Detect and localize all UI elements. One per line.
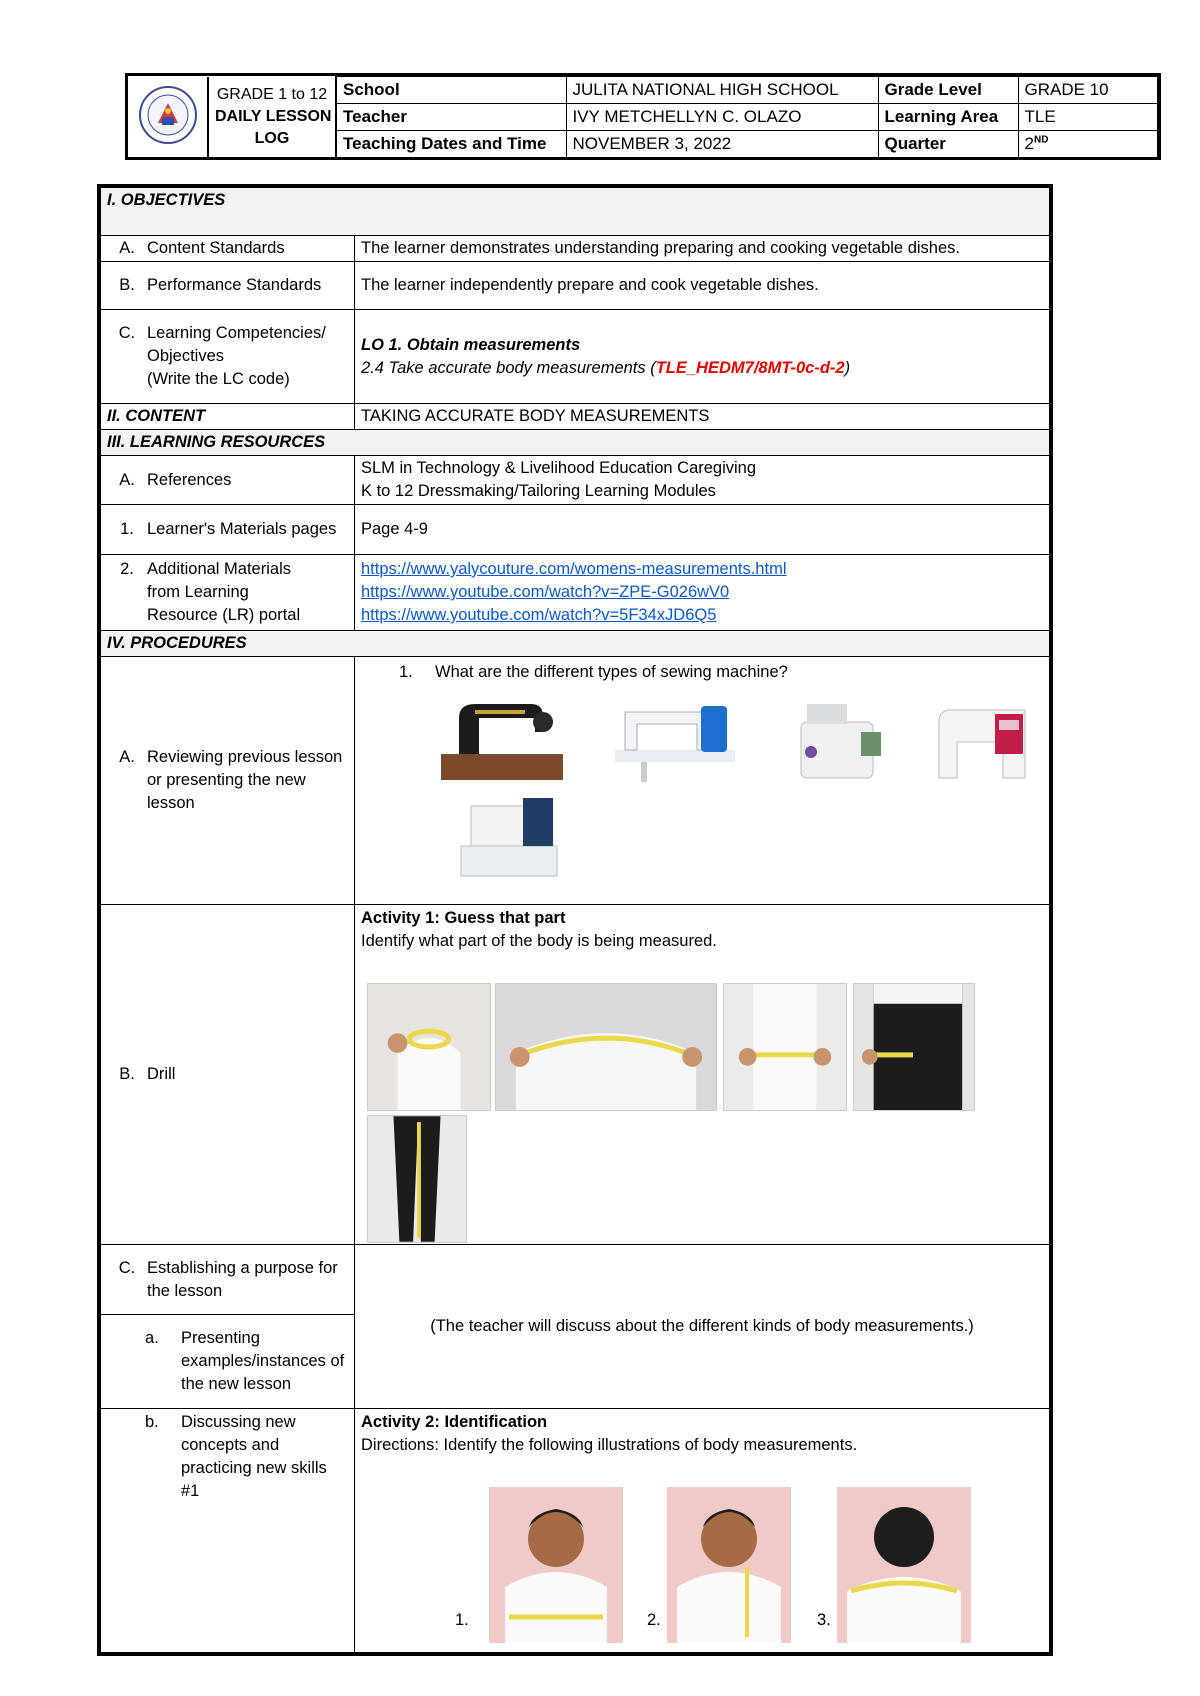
shoulder-measurement-image	[495, 983, 717, 1111]
back-measurement-photo	[837, 1487, 971, 1643]
learning-area-label: Learning Area	[878, 104, 1018, 131]
content-heading: II. CONTENT	[101, 404, 355, 430]
link-youtube-2[interactable]: https://www.youtube.com/watch?v=5F34xJD6Q5	[361, 606, 717, 624]
photo-label-2: 2.	[647, 1611, 661, 1629]
seal-icon	[138, 85, 198, 145]
quarter-value: 2ND	[1018, 131, 1158, 158]
school-value: JULITA NATIONAL HIGH SCHOOL	[566, 77, 878, 104]
content-standards-label: A. Content Standards	[101, 236, 355, 262]
learning-competencies-label: C. Learning Competencies/ Objectives (Write the LC code)	[101, 310, 355, 404]
header-table	[125, 73, 1161, 160]
additional-materials-label: 2. Additional Materials from Learning Resource (LR) portal	[101, 555, 355, 631]
discussing-concepts-content: Activity 2: Identification Directions: Identify the following illustrations of body measurements. 1. 2. 3.	[355, 1409, 1050, 1653]
inseam-measurement-image	[367, 1115, 467, 1243]
content-standards-value: The learner demonstrates understanding preparing and cooking vegetable dishes.	[355, 236, 1050, 262]
photo-label-3: 3.	[817, 1611, 831, 1629]
photo-label-1: 1.	[455, 1611, 469, 1629]
grade-level-label: Grade Level	[878, 77, 1018, 104]
resources-heading: III. LEARNING RESOURCES	[101, 430, 1050, 456]
grade-level-value: GRADE 10	[1018, 77, 1158, 104]
procedures-heading: IV. PROCEDURES	[101, 631, 1050, 657]
bust-point-measurement-photo	[667, 1487, 791, 1643]
performance-standards-label: B. Performance Standards	[101, 262, 355, 310]
learning-area-value: TLE	[1018, 104, 1158, 131]
teacher-label: Teacher	[336, 104, 566, 131]
link-youtube-1[interactable]: https://www.youtube.com/watch?v=ZPE-G026wV0	[361, 583, 730, 601]
establishing-purpose-label: C. Establishing a purpose for the lesson	[101, 1245, 355, 1315]
bartack-machine-image	[453, 788, 565, 884]
hip-measurement-image	[853, 983, 975, 1111]
neck-measurement-image	[367, 983, 491, 1111]
learners-materials-label: 1. Learner's Materials pages	[101, 505, 355, 555]
computerized-sewing-machine-image	[933, 692, 1033, 784]
content-value: TAKING ACCURATE BODY MEASUREMENTS	[355, 404, 1050, 430]
deped-seal-logo	[128, 77, 208, 158]
teacher-value: IVY METCHELLYN C. OLAZO	[566, 104, 878, 131]
dates-value: NOVEMBER 3, 2022	[566, 131, 878, 158]
link-yalycouture[interactable]: https://www.yalycouture.com/womens-measurements.html	[361, 560, 787, 578]
reviewing-label: A. Reviewing previous lesson or presenting the new lesson	[101, 657, 355, 905]
dates-label: Teaching Dates and Time	[336, 131, 566, 158]
objectives-heading: I. OBJECTIVES	[101, 188, 1050, 236]
lc-code: TLE_HEDM7/8MT-0c-d-2	[655, 358, 845, 377]
industrial-sewing-machine-image	[611, 692, 739, 784]
learners-materials-value: Page 4-9	[355, 505, 1050, 555]
dll-title: GRADE 1 to 12 DAILY LESSON LOG	[208, 77, 336, 158]
school-label: School	[336, 77, 566, 104]
additional-materials-links	[355, 555, 1050, 631]
drill-content: Activity 1: Guess that part Identify what part of the body is being measured.	[355, 905, 1050, 1245]
waist-measurement-image	[723, 983, 847, 1111]
performance-standards-value: The learner independently prepare and cook vegetable dishes.	[355, 262, 1050, 310]
learning-competencies-value: LO 1. Obtain measurements 2.4 Take accurate body measurements (TLE_HEDM7/8MT-0c-d-2)	[355, 310, 1050, 404]
chest-measurement-photo	[489, 1487, 623, 1643]
vintage-sewing-machine-image	[439, 692, 565, 784]
presenting-examples-label: a. Presenting examples/instances of the new lesson	[101, 1315, 355, 1409]
reviewing-content: 1. What are the different types of sewing machine?	[355, 657, 1050, 905]
references-label: A. References	[101, 456, 355, 505]
discussing-concepts-label: b. Discussing new concepts and practicing new skills #1	[101, 1409, 355, 1653]
references-value: SLM in Technology & Livelihood Education Caregiving K to 12 Dressmaking/Tailoring Learning Modules	[355, 456, 1050, 505]
lesson-table	[97, 184, 1053, 1656]
overlock-machine-image	[791, 692, 887, 784]
drill-label: B. Drill	[101, 905, 355, 1245]
quarter-label: Quarter	[878, 131, 1018, 158]
establishing-purpose-value: (The teacher will discuss about the different kinds of body measurements.)	[355, 1245, 1050, 1409]
